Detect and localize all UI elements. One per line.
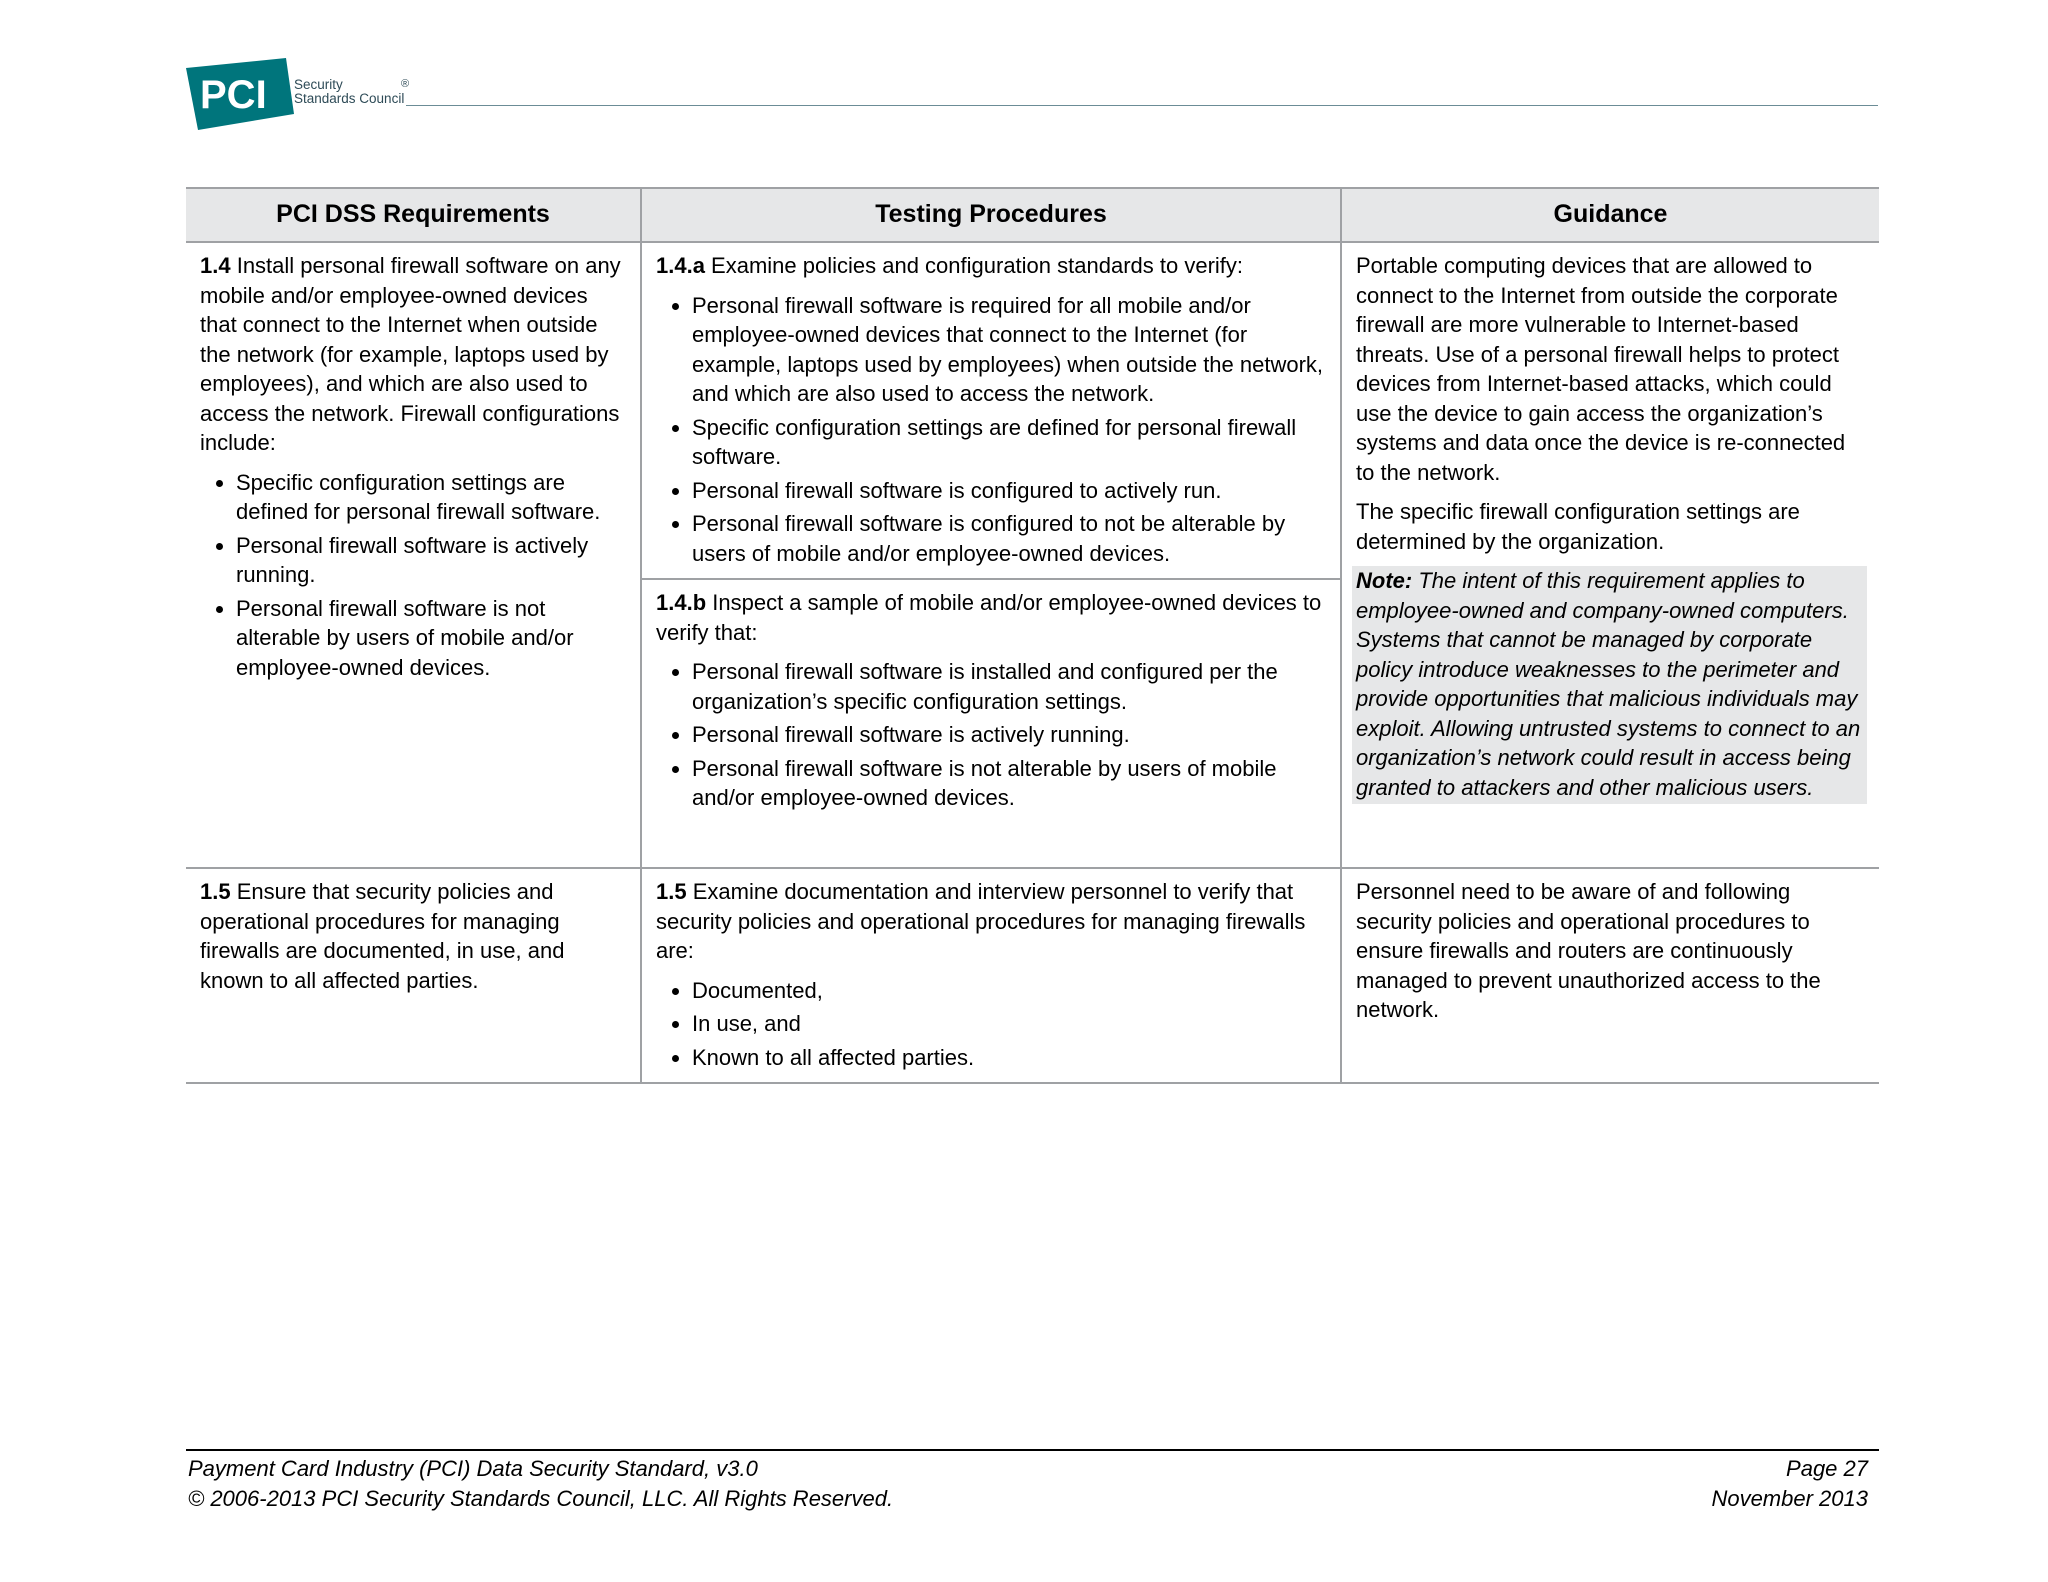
- footer-date: November 2013: [1711, 1486, 1868, 1511]
- testing-text: [656, 251, 1328, 281]
- table-row: [186, 242, 1879, 579]
- testing-cell-1-4-a: [641, 242, 1341, 579]
- list-item: • Personal firewall software is installed and configured per the organization’s specific configuration settings.: [692, 657, 1328, 716]
- pci-logo: [186, 58, 416, 138]
- list-item: • Personal firewall software is required for all mobile and/or employee-owned devices that connect to the Internet (for example, laptops used by employees) when outside the network, and which are also used to access the network.: [692, 291, 1328, 409]
- footer-rule: [186, 1449, 1879, 1451]
- guidance-paragraph: The specific firewall configuration settings are determined by the organization.: [1356, 499, 1800, 554]
- footer-title: Payment Card Industry (PCI) Data Security Standard, v3.0: [188, 1456, 758, 1481]
- list-item: • Personal firewall software is not alterable by users of mobile and/or employee-owned devices.: [236, 594, 628, 683]
- testing-bullets: [656, 976, 1328, 1073]
- footer-left: [188, 1454, 893, 1514]
- requirement-text: [200, 251, 628, 458]
- testing-id: 1.5: [656, 879, 687, 904]
- guidance-note: [1352, 566, 1867, 804]
- column-header-requirements: PCI DSS Requirements: [186, 188, 641, 242]
- note-label: Note:: [1356, 568, 1413, 593]
- requirement-id: 1.4: [200, 253, 231, 278]
- header-rule: [406, 105, 1878, 106]
- list-item: • Documented,: [692, 976, 1328, 1006]
- logo-mark-text: PCI: [200, 73, 267, 117]
- testing-cell-1-5: [641, 868, 1341, 1083]
- guidance-paragraph: Portable computing devices that are allowed to connect to the Internet from outside the corporate firewall are more vulnerable to Internet-based threats. Use of a personal firewall helps to protect devices from Internet-based attacks, which could use the device to gain access the organization’s systems and data once the device is re-connected to the network.: [1356, 253, 1846, 485]
- list-item: • In use, and: [692, 1009, 1328, 1039]
- logo-line-council: Standards Council: [294, 91, 405, 106]
- testing-id: 1.4.b: [656, 590, 707, 615]
- requirement-cell-1-4: [186, 242, 641, 868]
- registered-mark: ®: [401, 78, 410, 90]
- testing-body: Examine documentation and interview personnel to verify that security policies and operational procedures for managing firewalls are:: [656, 879, 1306, 963]
- requirement-bullets: [200, 468, 628, 683]
- testing-id: 1.4.a: [656, 253, 705, 278]
- testing-body: Examine policies and configuration standards to verify:: [704, 253, 1244, 278]
- guidance-cell-1-5: [1341, 868, 1879, 1083]
- footer-copyright: © 2006-2013 PCI Security Standards Council, LLC. All Rights Reserved.: [188, 1486, 894, 1511]
- testing-text: [656, 877, 1328, 966]
- requirement-body: Ensure that security policies and operational procedures for managing firewalls are documented, in use, and known to all affected parties.: [200, 879, 565, 993]
- page-number: Page 27: [1786, 1456, 1868, 1481]
- testing-body: Inspect a sample of mobile and/or employee-owned devices to verify that:: [656, 590, 1322, 645]
- testing-bullets: [656, 291, 1328, 569]
- list-item: • Known to all affected parties.: [692, 1043, 1328, 1073]
- list-item: • Personal firewall software is configured to actively run.: [692, 476, 1328, 506]
- column-header-testing: Testing Procedures: [641, 188, 1341, 242]
- testing-text: [656, 588, 1328, 647]
- footer-right: [1711, 1454, 1868, 1514]
- requirements-table: [186, 187, 1879, 1084]
- table-header-row: [186, 188, 1879, 242]
- requirement-cell-1-5: [186, 868, 641, 1083]
- guidance-paragraph: Personnel need to be aware of and following security policies and operational procedures to ensure firewalls and routers are continuously managed to prevent unauthorized access to the network.: [1356, 879, 1821, 1022]
- pci-logo-mark: [186, 58, 296, 130]
- requirement-id: 1.5: [200, 879, 231, 904]
- list-item: • Personal firewall software is actively running.: [692, 720, 1328, 750]
- testing-cell-1-4-b: [641, 579, 1341, 868]
- guidance-cell-1-4: [1341, 242, 1879, 868]
- note-text: The intent of this requirement applies to employee-owned and company-owned computers. Systems that cannot be managed by corporate policy introduce weaknesses to the perimeter and provide opportunities that malicious individuals may exploit. Allowing untrusted systems to connect to an organization’s network could result in access being granted to attackers and other malicious users.: [1356, 568, 1861, 800]
- table-row: [186, 868, 1879, 1083]
- list-item: • Specific configuration settings are defined for personal firewall software.: [236, 468, 628, 527]
- requirement-body: Install personal firewall software on any mobile and/or employee-owned devices that connect to the Internet when outside the network (for example, laptops used by employees), and which are also used to access the network. Firewall configurations include:: [200, 253, 621, 455]
- list-item: • Personal firewall software is not alterable by users of mobile and/or employee-owned devices.: [692, 754, 1328, 813]
- list-item: • Specific configuration settings are defined for personal firewall software.: [692, 413, 1328, 472]
- testing-bullets: [656, 657, 1328, 813]
- logo-line-security: Security: [294, 77, 343, 92]
- requirement-text: [200, 877, 628, 995]
- column-header-guidance: Guidance: [1341, 188, 1879, 242]
- list-item: • Personal firewall software is configured to not be alterable by users of mobile and/or employee-owned devices.: [692, 509, 1328, 568]
- list-item: • Personal firewall software is actively running.: [236, 531, 628, 590]
- logo-wordmark: [294, 78, 404, 106]
